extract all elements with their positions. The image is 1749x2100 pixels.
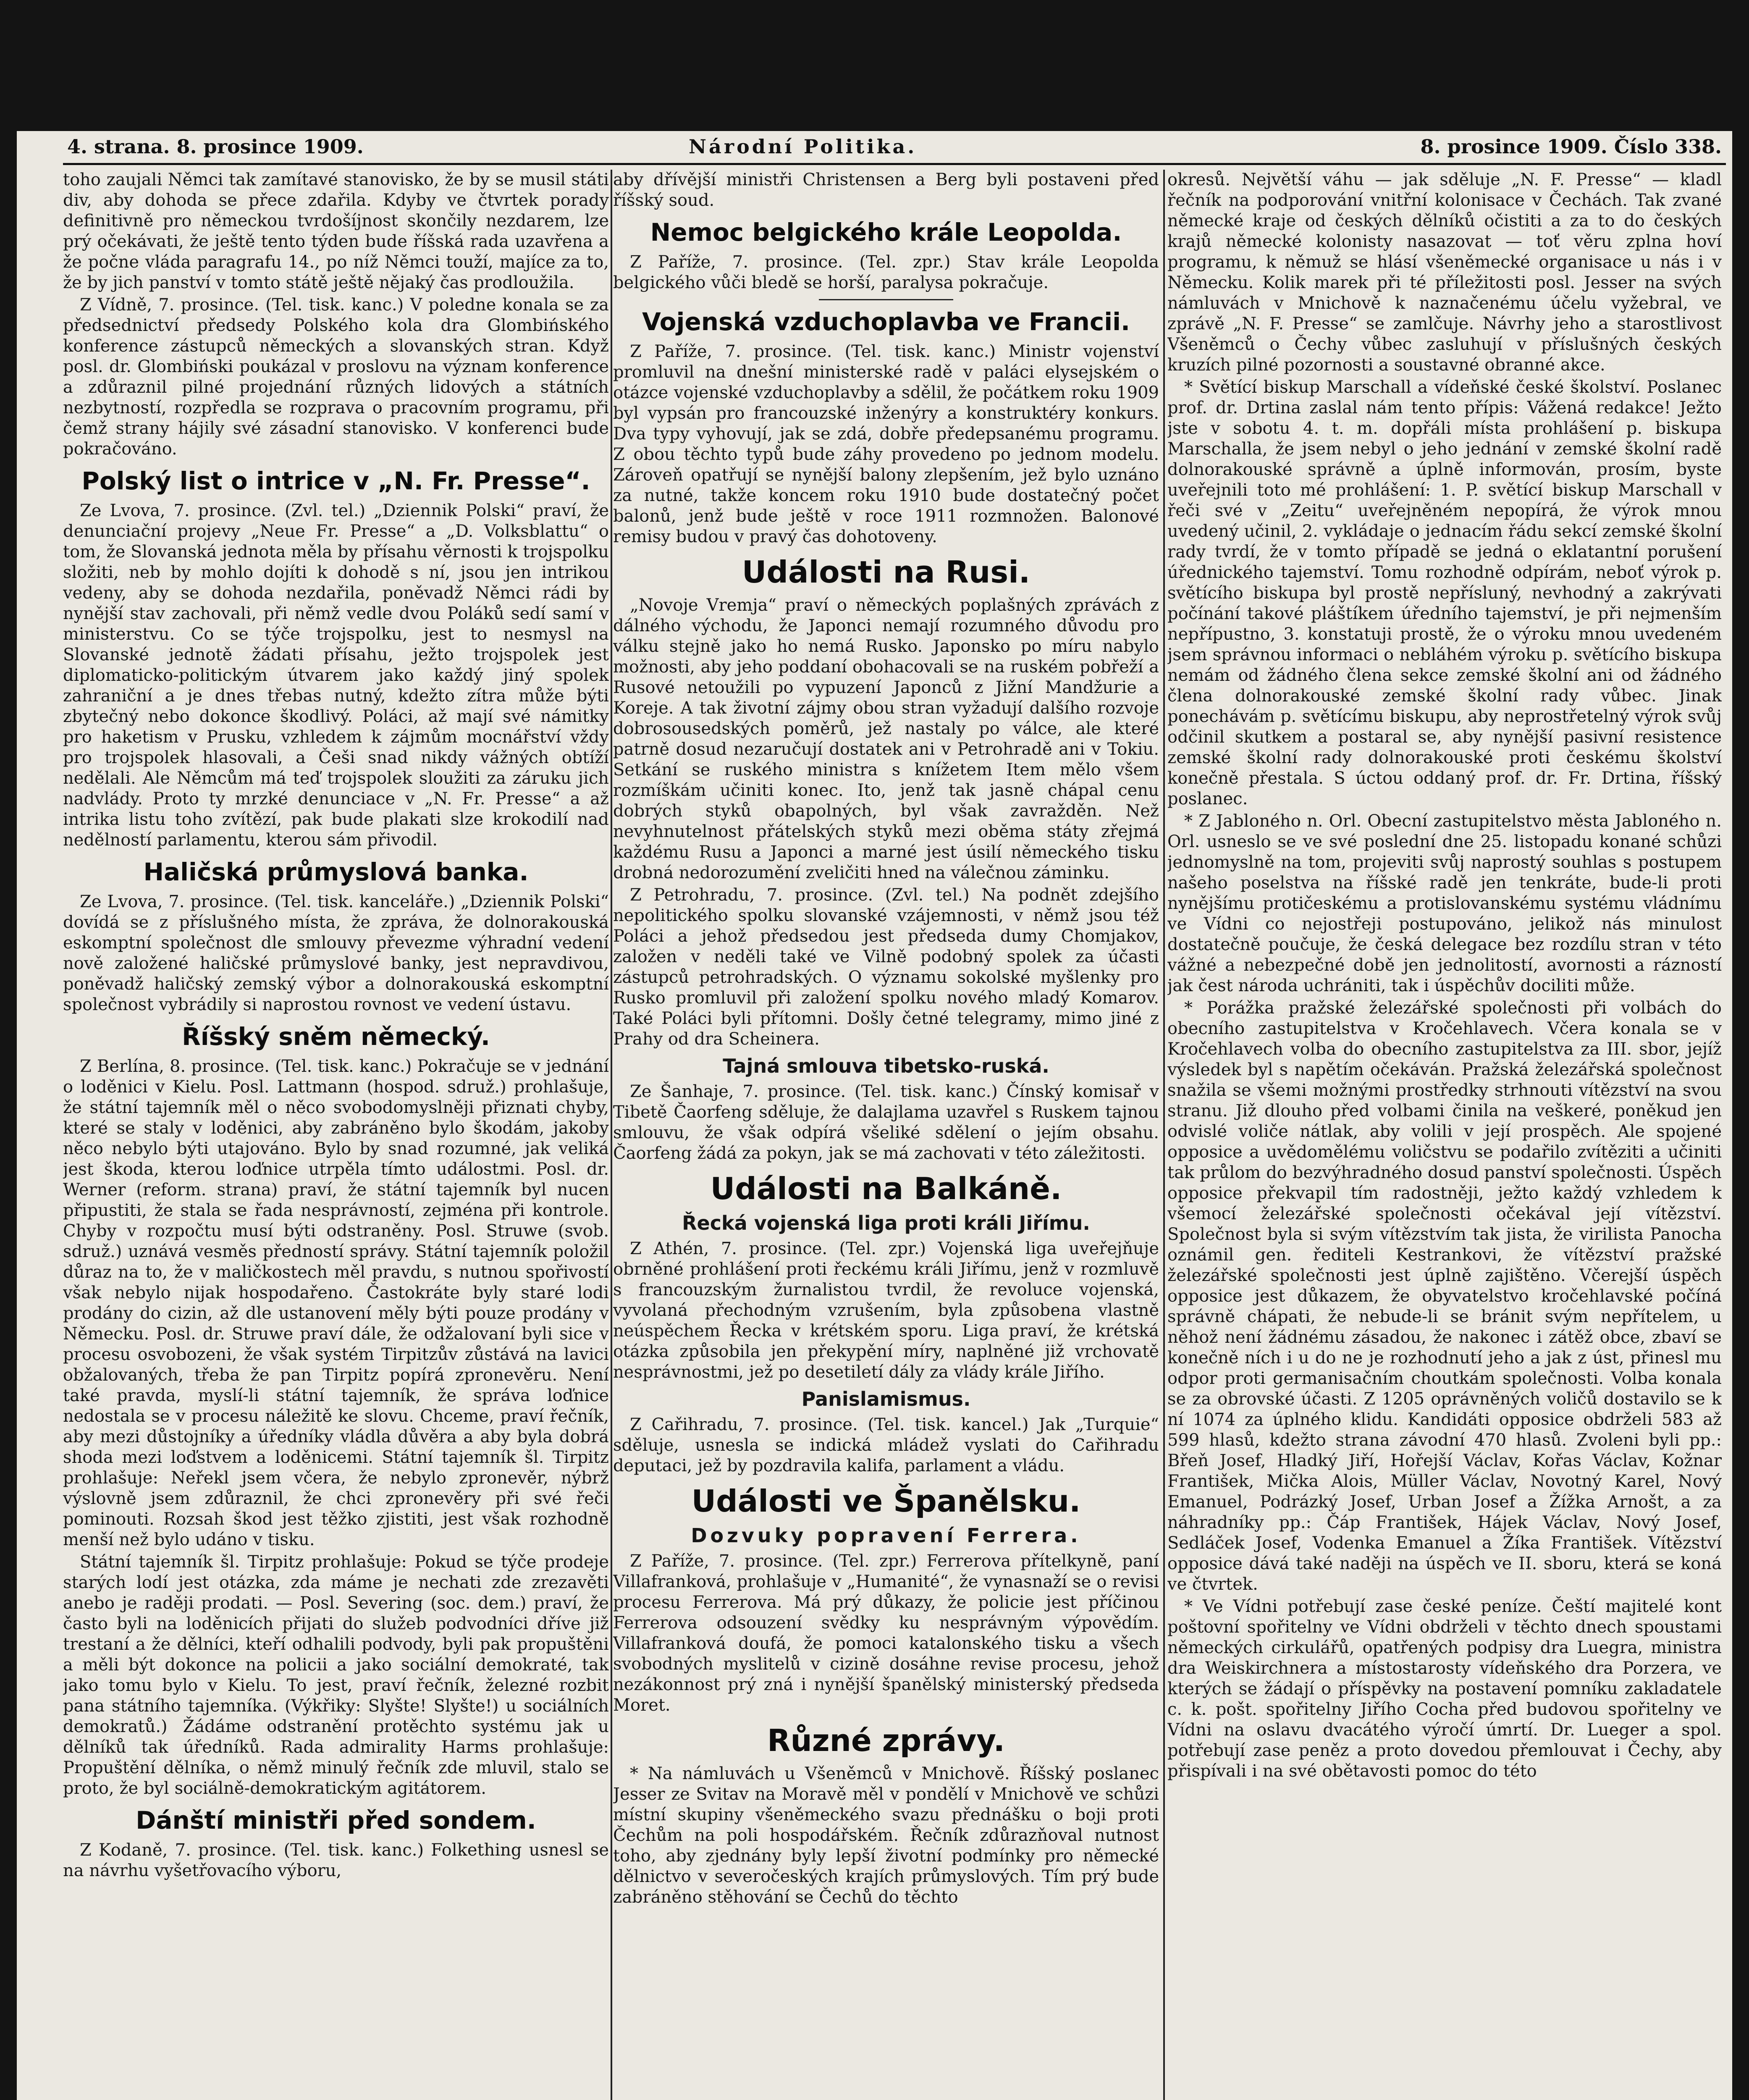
article-headline: Vojenská vzduchoplavba ve Francii. [642, 307, 1130, 336]
article-paragraph: * Ve Vídni potřebují zase české peníze. Čeští majitelé kont poštovní spořitelny ve Vídni obdrželi v těchto dnech spoustami německých cirkulářů, opatřených podpisy dra Luegra, ministra dra Weiskirchnera a místostarosty vídeňského dra Porzera, ve kterých se žádají o příspěvky na postavení pomníku zakladatele c. k. pošt. spořitelny Jiřího Cocha před budovou spořitelny ve Vídni na oslavu dvacátého výročí úmrtí. Dr. Lueger a spol. potřebují zase peněz a proto dovedou přemlouvat i Čechy, aby přispívali i na své obětavosti pomoc do této [1167, 1597, 1722, 1781]
article-subheadline: Tajná smlouva tibetsko-ruská. [723, 1055, 1049, 1077]
article-paragraph: Z Kodaně, 7. prosince. (Tel. tisk. kanc.) Folkething usnesl se na návrhu vyšetřovacího výboru, [63, 1840, 609, 1880]
newspaper-page [17, 131, 1732, 2100]
article-paragraph: Ze Šanhaje, 7. prosince. (Tel. tisk. kanc.) Čínský komisař v Tibetě Čaorfeng sděluje, že dalajlama uzavřel s Ruskem tajnou smlouvu, že však odpírá všeliké sdělení o jejím obsahu. Čaorfeng žádá za pokyn, jak se má zachovati v této záležitosti. [613, 1082, 1159, 1163]
article-headline: Říšský sněm německý. [182, 1022, 490, 1051]
article-paragraph: Z Cařihradu, 7. prosince. (Tel. tisk. kancel.) Jak „Turquie“ sděluje, usnesla se indická mládež vyslati do Cařihradu deputaci, jež by pozdravila kalifa, parlament a vládu. [613, 1415, 1159, 1475]
article-paragraph: okresů. Největší váhu — jak sděluje „N. F. Presse“ — kladl řečník na podporování vnitřní kolonisace v Čechách. Tak zvané německé kraje od českých dělníků očistiti a za to do českých krajů německé kolonisty nasazovat — toť věru zplna hoví programu, k němuž se hlásí všeněmecké organisace u nás i v Německu. Kolik marek při té příležitosti posl. Jesser na svých námluvách v Mnichově k naznačenému účelu vyžebral, ve zprávě „N. F. Presse“ se zamlčuje. Návrhy jeho a starostlivost Všeněmců o Čechy vůbec zasluhují v příslušných českých kruzích pilné pozornosti a soustavné obranné akce. [1167, 170, 1722, 375]
article-paragraph: Státní tajemník šl. Tirpitz prohlašuje: Pokud se týče prodeje starých lodí jest otázka, zda máme je nechati zde zrezavěti anebo je raději prodati. — Posl. Severing (soc. dem.) praví, že často byli na loděnicích přijati do služeb podvodníci dříve již trestaní a že dělníci, kteří odhalili podvody, byli pak propuštěni a měli být dokonce na policii a jako sociální demokraté, tak jako tomu bylo v Kielu. To jest, praví řečník, železné rozbit pana státního tajemníka. (Výkřiky: Slyšte! Slyšte!) u sociálních demokratů.) Žádáme odstranění protěchto systému jak u dělníků tak úředníků. Rada admirality Harms prohlašuje: Propuštění dělníka, o němž minulý řečník zde mluvil, stalo se proto, že byl sociálně-demokratickým agitátorem. [63, 1552, 609, 1798]
header-rule [63, 163, 1726, 165]
section-headline: Události na Balkáně. [710, 1171, 1062, 1206]
page-header [63, 131, 1726, 160]
article-headline: Polský list o intrice v „N. Fr. Presse“. [81, 467, 590, 495]
section-headline: Události na Rusi. [742, 554, 1031, 590]
article-paragraph: Z Athén, 7. prosince. (Tel. zpr.) Vojenská liga uveřejňuje obrněné prohlášení proti řeckému králi Jiřímu, jenž v rozmluvě s francouzským žurnalistou tvrdil, že revoluce vojenská, vyvolaná přechodným vzrušením, byla způsobena vlastně neúspěchem Řecka v krétském sporu. Liga praví, že krétská otázka způsobila jen překypění míry, naplněné již vrchovatě nesprávnostmi, jež po desetiletí dály za vlády krále Jiřího. [613, 1239, 1159, 1382]
column-divider-2 [1163, 170, 1165, 2100]
article-paragraph: * Z Jabloného n. Orl. Obecní zastupitelstvo města Jabloného n. Orl. usneslo se ve své poslední dne 25. listopadu konané schůzi jednomyslně na tom, projeviti svůj naprostý souhlas s postupem našeho poselstva na říšské radě jen tenkráte, bude-li proti nynějšímu protičeskému a protislovanskému systému vládnímu ve Vídni co nejostřeji postupováno, jelikož nás minulost dostatečně poučuje, že česká delegace bez rozdílu stran v této vážné a nebezpečné době jen jednolitostí, avornosti a rázností jak čest národa uchrániti, tak i úspěchův dociliti může. [1167, 811, 1722, 995]
article-paragraph: Z Paříže, 7. prosince. (Tel. zpr.) Ferrerova přítelkyně, paní Villafranková, prohlašuje v „Humanité“, že vynasnaží se o revisi procesu Ferrerova. Má prý důkazy, že policie jest příčinou Ferrerova odsouzení svědky ku nesprávným výpovědím. Villafranková doufá, že pomoci katalonského tisku a všech svobodných myslitelů v cizině dosáhne revise procesu, jehož nezákonnost prý zná i nynější španělský ministerský předseda Moret. [613, 1551, 1159, 1715]
article-headline: Nemoc belgického krále Leopolda. [650, 218, 1122, 247]
article-subheadline: Dozvuky popravení Ferrera. [691, 1524, 1081, 1547]
article-headline: Dánští ministři před sondem. [136, 1806, 536, 1835]
newspaper-title: Národní Politika. [689, 135, 917, 158]
article-paragraph: Ze Lvova, 7. prosince. (Zvl. tel.) „Dziennik Polski“ praví, že denunciační projevy „Neue Fr. Presse“ a „D. Volksblattu“ o tom, že Slovanská jednota měla by přísahu věrnosti k trojspolku složiti, neb by mohlo dojíti k dohodě s ní, jsou jen intrikou vedeny, aby se dohoda nezdařila, poněvadž Němci rádi by nynější stav zachovali, při němž vedle dvou Poláků sedí samí v ministerstvu. Co se týče trojspolku, jest to nesmysl na Slovanské jednotě žádati přísahu, ježto trojspolek jest diplomaticko-politickým útvarem jako každý jiný spolek zahraniční a je dnes třebas nutný, kdežto zítra může býti zbytečný nebo dokonce škodlivý. Poláci, až mají své námitky pro haketism v Prusku, vzhledem k zájmům mocnářství vždy pro trojspolek hlasovali, a Češi snad nikdy vážných obtíží nedělali. Ale Němcům má teď trojspolek sloužiti za záruku jich nadvlády. Proto ty mrzké denunciace v „N. Fr. Presse“ a až intrika listu toho zvítězí, pak bude plakati slze krokodilí nad nedělností parlamentu, kterou sám přivodil. [63, 501, 609, 850]
article-paragraph: aby dřívější ministři Christensen a Berg byli postaveni před říšský soud. [613, 170, 1159, 210]
section-headline: Události ve Španělsku. [691, 1483, 1081, 1519]
page-number-date: 4. strana. 8. prosince 1909. [67, 135, 364, 158]
column-2 [613, 170, 1159, 2100]
article-paragraph: * Světící biskup Marschall a vídeňské české školství. Poslanec prof. dr. Drtina zaslal nám tento přípis: Vážená redakce! Ježto jste v sobotu 4. t. m. dopřáli místa prohlášení p. biskupa Marschalla, že jsem nebyl o jeho jednání v zemské školní radě dolnorakouské správně a úplně informován, prosím, byste uveřejnili toto mé prohlášení: 1. P. světící biskup Marschall v řeči své v „Zeitu“ uveřejněném nepopírá, že výrok mnou uvedený učinil, 2. vykládaje o jednacím řádu sekcí zemské školní rady tvrdí, že v tomto případě se jedná o eklatantní porušení úřednického tajemství. Tomu rozhodně odpírám, neboť výrok p. světícího biskupa byl prostě nepřísluný, nevhodný a zakrývati počínání takové pláštíkem úředního tajemství, je při nejmenším nepřípustno, 3. konstatuji prostě, že o výroku mnou uvedeném jsem správnou informaci o nebláhém výroku p. světícího biskupa nemám od žádného člena sekce zemské školní ani od žádného člena dolnorakouské zemské školní rady vůbec. Jinak ponechávám p. světícímu biskupu, aby neprostřetelný výrok svůj odčinil skutkem a postaral se, aby nynější pasivní resistence zemské školní rady dolnorakouské proti českému školství konečně přestala. S úctou oddaný prof. dr. Fr. Drtina, říšský poslanec. [1167, 378, 1722, 808]
issue-date-number: 8. prosince 1909. Číslo 338. [1420, 135, 1722, 158]
article-paragraph: „Novoje Vremja“ praví o německých poplašných zprávách z dálného východu, že Japonci nemají rozumného důvodu pro válku stejně jako ho nemá Rusko. Japonsko po míru nabylo možnosti, aby jeho poddaní obohacovali se na ruském pobřeží a Rusové netoužili po vypuzení Japonců z Jižní Mandžurie a Koreje. A tak životní zájmy obou stran vyžadují dalšího rozvoje dobrosousedských poměrů, jež nastaly po válce, ale které patrně dosud nezaručují dostatek ani v Petrohradě ani v Tokiu. Setkání se ruského ministra s knížetem Item mělo všem rozmíškám učiniti konec. Ito, jenž tak jasně chápal cenu dobrých styků obapolných, byl však zavražděn. Než nevyhnutelnost přátelských styků mezi oběma státy zřejmá každému Rusu a Japonci a marné jest úsilí německého tisku drobná nedorozumění zveličiti hned na válečnou záminku. [613, 596, 1159, 882]
article-subheadline: Panislamismus. [801, 1388, 971, 1410]
article-paragraph: Z Vídně, 7. prosince. (Tel. tisk. kanc.) V poledne konala se za předsednictví předsedy Polského kola dra Glombińského konference zástupců německých a slovanských stran. Když posl. dr. Glombiński poukázal v proslovu na význam konference a zdůraznil pilné projednání různých lidových a státních nezbytností, rozpředla se rozprava o pracovním programu, při čemž strany hájily své zásadní stanovisko. V konferenci bude pokračováno. [63, 295, 609, 459]
column-divider-1 [611, 170, 612, 2100]
column-1 [63, 170, 609, 2100]
article-paragraph: Z Petrohradu, 7. prosince. (Zvl. tel.) Na podnět zdejšího nepolitického spolku slovanské vzájemnosti, v němž jsou též Poláci a jehož předsedou jest předseda dumy Chomjakov, založen v neděli také ve Vilně podobný spolek za účasti zástupců petrohradských. O významu sokolské myšlenky pro Rusko promluvil při založení spolku nového mladý Komarov. Také Poláci byli přítomni. Došly četné telegramy, mimo jiné z Prahy od dra Scheinera. [613, 885, 1159, 1049]
separator-rule [819, 299, 953, 300]
article-paragraph: Ze Lvova, 7. prosince. (Tel. tisk. kanceláře.) „Dziennik Polski“ dovídá se z příslušného místa, že zpráva, že dolnorakouská eskomptní společnost dle smlouvy převezme výhradní vedení nově založené haličské průmyslové banky, jest nepravdivou, poněvadž haličský zemský výbor a dolnorakouská eskomptní společnost vybrádily si naprostou rovnost ve vedení ústavu. [63, 892, 609, 1014]
article-paragraph: Z Paříže, 7. prosince. (Tel. tisk. kanc.) Ministr vojenství promluvil na dnešní ministerské radě v paláci elysejském o otázce vojenské vzduchoplavby a sdělil, že počátkem roku 1909 byl vypsán pro francouzské inženýry a konstruktéry konkurs. Dva typy vyhovují, jak se zdá, dobře předepsanému programu. Z obou těchto typů bude záhy provedeno po jednom modelu. Zároveň opatřují se nynější balony zlepšením, jež bylo uznáno za nutné, takže koncem roku 1910 bude dostatečný počet balonů, jenž bude ještě v roce 1911 rozmnožen. Balonové remisy budou v pravý čas dohotoveny. [613, 342, 1159, 546]
column-3 [1167, 170, 1722, 2100]
article-paragraph: * Na námluvách u Všeněmců v Mnichově. Říšský poslanec Jesser ze Svitav na Moravě měl v pondělí v Mnichově ve schůzi místní skupiny všeněmeckého svazu přednášku o boji proti Čechům na poli hospodářském. Řečník zdůrazňoval nutnost toho, aby zjednány byly lepší životní podmínky pro německé dělnictvo v severočeských krajích průmyslových. Tím prý bude zabráněno stěhování se Čechů do těchto [613, 1764, 1159, 1907]
article-headline: Haličská průmyslová banka. [143, 858, 529, 886]
article-paragraph: * Porážka pražské železářské společnosti při volbách do obecního zastupitelstva v Kročehlavech. Včera konala se v Kročehlavech volba do obecního zastupitelstva za III. sbor, jejíž výsledek byl s napětím očekáván. Pražská železářská společnost snažila se všemi možnými prostředky strhnouti vítězství na svou stranu. Již dlouho před volbami činila na veškeré, poněkud jen odvislé voliče nátlak, aby volili v její prospěch. Ale spojené opposice a uvědomělému voličstvu se podařilo zvítěziti a učiniti tak průlom do bezvýhradného dosud panství společnosti. Úspěch opposice překvapil tím radostněji, ježto každý vzhledem k všemocí železářské společnosti očekával její vítězství. Společnost byla si svým vítězstvím tak jista, že virilista Panocha oznámil gen. řediteli Kestrankovi, že vítězství pražské železářské společnosti jest úplně zajištěno. Včerejší úspěch opposice jest důkazem, že obyvatelstvo kročehlavské počíná správně chápati, že nebude-li se bránit svým nepřítelem, u něhož není žádnému zásadou, že nakonec i zátěž obce, zbaví se konečně ních i u do ne je rozhodnutí jeho a jak z úst, přinesl mu odpor proti germanisačním choutkám společnosti. Volba konala se za obrovské účasti. Z 1205 oprávněných voličů dostavilo se k ní 1074 za úplného klidu. Kandidáti opposice obdrželi 583 až 599 hlasů, kdežto strana závodní 470 hlasů. Zvoleni byli pp.: Břeň Josef, Hladký Jiří, Hořejší Václav, Kořas Václav, Kožnar František, Mička Alois, Müller Václav, Novotný Karel, Nový Emanuel, Podrázký Josef, Urban Josef a Žížka Arnošt, a za náhradníky pp.: Čáp František, Hájek Václav, Nový Josef, Sedláček Josef, Vodenka Emanuel a Žíka František. Vítězství opposice dává také naději na úspěch ve II. sboru, která se koná ve čtvrtek. [1167, 998, 1722, 1594]
article-paragraph: Z Berlína, 8. prosince. (Tel. tisk. kanc.) Pokračuje se v jednání o loděnici v Kielu. Posl. Lattmann (hospod. sdruž.) prohlašuje, že státní tajemník měl o něco svobodomyslněji přiznati chyby, které se staly v loděnici, aby zabráněno bylo škodám, jakoby něco nebylo býti utajováno. Bylo by snad rozumné, jak veliká jest škoda, kterou loďnice utrpěla tímto událostmi. Posl. dr. Werner (reform. strana) praví, že státní tajemník byl nucen připustiti, že stala se řada nesprávností, zejména při kontrole. Chyby v rozpočtu musí býti odstraněny. Posl. Struwe (svob. sdruž.) uznává vesměs předností správy. Státní tajemník položil důraz na to, že v maličkostech měl pravdu, s nutnou spořivostí však nebylo nijak hospodařeno. Častokráte byly staré lodi prodány do cizin, až dle ustanovení měly býti pouze prodány v Německu. Posl. dr. Struwe praví dále, že odžalovaní byli sice v procesu osvobozeni, že však systém Tirpitzův zůstává na lavici obžalovaných, třeba že pan Tirpitz popírá zpronevěru. Není také pravda, myslí-li státní tajemník, že správa loďnice nedostala se v procesu náležitě ke slovu. Chceme, praví řečník, aby mezi důstojníky a úředníky vládla důvěra a aby byla dobrá shoda mezi loďstvem a loděnicemi. Státní tajemník šl. Tirpitz prohlašuje: Neřekl jsem včera, že nebylo zpronevěr, nýbrž výslovně jsem zdůraznil, že chci zpronevěry při své řeči pominouti. Rozsah škod jest těžko zjistiti, jest však rozhodně menší než bylo udáno v tisku. [63, 1057, 609, 1549]
article-paragraph: Z Paříže, 7. prosince. (Tel. zpr.) Stav krále Leopolda belgického vůči bledě se horší, paralysa pokračuje. [613, 252, 1159, 292]
section-headline: Různé zprávy. [767, 1723, 1005, 1758]
article-subheadline: Řecká vojenská liga proti králi Jiřímu. [682, 1212, 1090, 1234]
article-paragraph: toho zaujali Němci tak zamítavé stanovisko, že by se musil státi div, aby dohoda se přece zdařila. Kdyby ve čtvrtek porady definitivně pro německou tvrdošíjnost skončily nezdarem, lze prý očekávati, že ještě tento týden bude říšská rada uzavřena a že počne vláda paragrafu 14., po níž Němci touží, majíce za to, že by jich panství v tomto státě ještě nějaký čas prodloužila. [63, 170, 609, 292]
